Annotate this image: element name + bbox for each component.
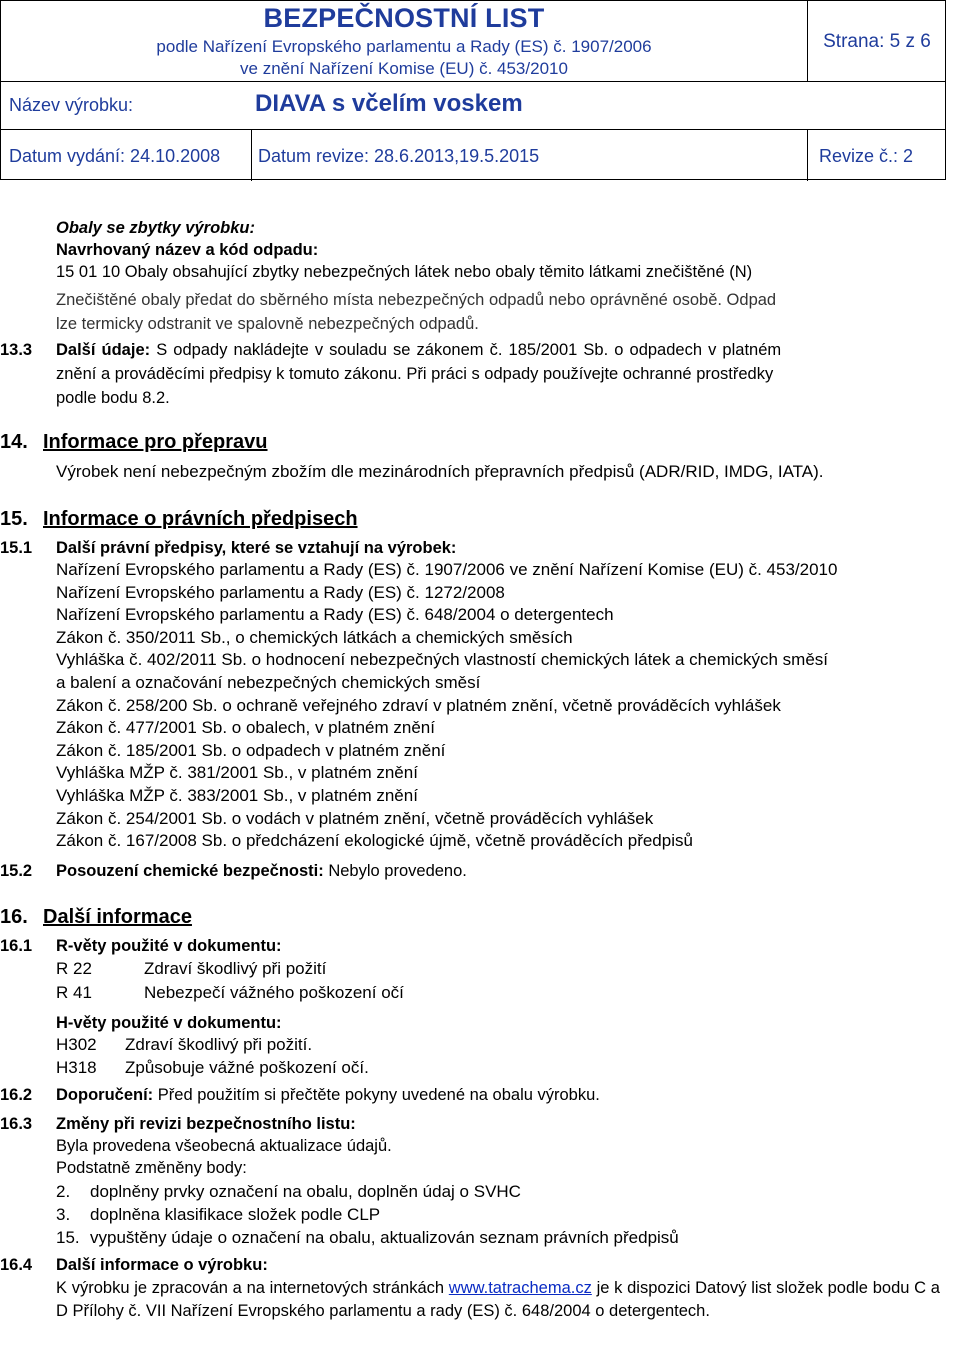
- section-15-2-line: [56, 861, 467, 881]
- change-text: doplněny prvky označení na obalu, doplněn údaj o SVHC: [90, 1182, 521, 1201]
- section-16-4-text: [56, 1277, 940, 1322]
- section-16-4-number: 16.4: [0, 1256, 33, 1274]
- document-title: BEZPEČNOSTNÍ LIST: [263, 3, 545, 33]
- section-16-2-line: [56, 1085, 600, 1105]
- section-16-2-label: Doporučení:: [56, 1086, 154, 1104]
- law-item: Vyhláška MŽP č. 381/2001 Sb., v platném znění: [56, 763, 418, 783]
- change-text: vypuštěny údaje o označení na obalu, aktualizován seznam právních předpisů: [90, 1228, 679, 1247]
- section-13-3-text: S odpady nakládejte v souladu se zákonem č. 185/2001 Sb. o odpadech v platném: [156, 341, 782, 359]
- h-phrase-text: Zdraví škodlivý při požití.: [125, 1035, 313, 1054]
- law-item: Zákon č. 258/200 Sb. o ochraně veřejného zdraví v platném znění, včetně prováděcích vyhlášek: [56, 695, 781, 715]
- revision-date: Datum revize: 28.6.2013,19.5.2015: [258, 146, 540, 166]
- law-item: Zákon č. 477/2001 Sb. o obalech, v platném znění: [56, 718, 435, 738]
- section-16-title: Další informace: [43, 906, 192, 928]
- h-phrase-text: Způsobuje vážné poškození očí.: [125, 1058, 369, 1077]
- section-15-2-text: Nebylo provedeno.: [328, 862, 467, 880]
- r-phrase-text: Nebezpečí vážného poškození očí: [144, 983, 404, 1002]
- law-item: Vyhláška č. 402/2011 Sb. o hodnocení nebezpečných vlastností chemických látek a chemických směsí: [56, 650, 829, 670]
- revision-number: Revize č.: 2: [819, 146, 914, 166]
- section-13-3-line-3: podle bodu 8.2.: [56, 389, 170, 407]
- change-number: 2.: [56, 1182, 71, 1201]
- law-item: Nařízení Evropského parlamentu a Rady (ES) č. 1907/2006 ve znění Nařízení Komise (EU) č. 453/2010: [56, 560, 838, 579]
- section-14-number: 14.: [0, 431, 28, 453]
- document-header: [0, 0, 946, 180]
- law-item: Zákon č. 185/2001 Sb. o odpadech v platném znění: [56, 740, 446, 760]
- section-16-3-line-1: Byla provedena všeobecná aktualizace údajů.: [56, 1137, 392, 1155]
- waste-code-heading: Navrhovaný název a kód odpadu:: [56, 241, 319, 259]
- section-15-heading: [0, 508, 358, 531]
- section-13-3-line-1: [56, 340, 781, 360]
- regulation-line-2: ve znění Nařízení Komise (EU) č. 453/2010: [240, 59, 568, 78]
- law-item: Zákon č. 350/2011 Sb., o chemických látkách a chemických směsích: [56, 627, 573, 647]
- law-item: Nařízení Evropského parlamentu a Rady (ES) č. 648/2004 o detergentech: [56, 605, 614, 625]
- section-15-2-number: 15.2: [0, 862, 33, 880]
- transport-text: Výrobek není nebezpečným zbožím dle mezinárodních přepravních předpisů (ADR/RID, IMDG, IATA).: [56, 462, 824, 481]
- section-13-3-label: Další údaje:: [56, 341, 151, 359]
- section-16-4-post: je k dispozici Datový list složek podle bodu C a D Přílohy č. VII Nařízení Evropského parlamentu a rady (ES) č. 648/2004 o detergentech.: [56, 1279, 940, 1320]
- law-item: Nařízení Evropského parlamentu a Rady (ES) č. 1272/2008: [56, 582, 505, 602]
- h-phrase-code: H318: [56, 1058, 97, 1077]
- product-name: DIAVA s včelím voskem: [255, 90, 523, 117]
- section-16-4-label: Další informace o výrobku:: [56, 1256, 268, 1274]
- section-16-4-pre: K výrobku je zpracován a na internetových stránkách: [56, 1279, 445, 1297]
- section-15-2-label: Posouzení chemické bezpečnosti:: [56, 862, 324, 880]
- change-text: doplněna klasifikace složek podle CLP: [90, 1205, 381, 1224]
- section-14-title: Informace pro přepravu: [43, 431, 268, 453]
- change-number: 15.: [56, 1228, 80, 1247]
- change-number: 3.: [56, 1205, 71, 1224]
- law-item: a balení a označování nebezpečných chemických směsí: [56, 673, 481, 692]
- issue-date: Datum vydání: 24.10.2008: [9, 146, 221, 166]
- section-14-heading: [0, 431, 268, 454]
- section-13-3-number: 13.3: [0, 341, 33, 359]
- section-15-1-number: 15.1: [0, 539, 33, 557]
- r-phrase-code: R 22: [56, 959, 92, 978]
- law-item: Vyhláška MŽP č. 383/2001 Sb., v platném znění: [56, 786, 418, 805]
- section-16-2-number: 16.2: [0, 1086, 33, 1104]
- website-link[interactable]: www.tatrachema.cz: [448, 1279, 592, 1297]
- section-16-2-text: Před použitím si přečtěte pokyny uvedené na obalu výrobku.: [157, 1086, 600, 1104]
- product-label: Název výrobku:: [9, 95, 134, 115]
- section-16-1-number: 16.1: [0, 937, 33, 955]
- section-16-3-line-2: Podstatně změněny body:: [56, 1159, 247, 1177]
- law-item: Zákon č. 167/2008 Sb. o předcházení ekologické újmě, včetně prováděcích předpisů: [56, 831, 693, 851]
- r-phrases-label: R-věty použité v dokumentu:: [56, 937, 282, 955]
- section-16-heading: [0, 906, 192, 929]
- section-15-1-label: Další právní předpisy, které se vztahují na výrobek:: [56, 539, 457, 557]
- regulation-line-1: podle Nařízení Evropského parlamentu a Rady (ES) č. 1907/2006: [156, 37, 652, 56]
- h-phrases-label: H-věty použité v dokumentu:: [56, 1014, 282, 1032]
- section-16-3-number: 16.3: [0, 1115, 33, 1133]
- h-phrase-code: H302: [56, 1035, 97, 1054]
- packaging-heading: Obaly se zbytky výrobku:: [56, 219, 255, 237]
- section-16-number: 16.: [0, 906, 28, 928]
- r-phrase-code: R 41: [56, 983, 92, 1002]
- law-item: Zákon č. 254/2001 Sb. o vodách v platném znění, včetně prováděcích vyhlášek: [56, 808, 654, 828]
- waste-code-line: 15 01 10 Obaly obsahující zbytky nebezpečných látek nebo obaly těmito látkami znečištěné (N): [56, 263, 753, 281]
- r-phrase-text: Zdraví škodlivý při požití: [144, 959, 327, 978]
- section-15-number: 15.: [0, 508, 28, 530]
- section-13-3-line-2: znění a prováděcími předpisy k tomuto zákonu. Při práci s odpady používejte ochranné prostředky: [56, 365, 774, 383]
- section-16-3-label: Změny při revizi bezpečnostního listu:: [56, 1115, 356, 1133]
- disposal-line-2: lze termicky odstranit ve spalovně nebezpečných odpadů.: [56, 315, 479, 333]
- section-15-title: Informace o právních předpisech: [43, 508, 358, 530]
- page-indicator: Strana: 5 z 6: [823, 31, 931, 52]
- disposal-line-1: Znečištěné obaly předat do sběrného místa nebezpečných odpadů nebo oprávněné osobě. Odpad: [56, 291, 777, 309]
